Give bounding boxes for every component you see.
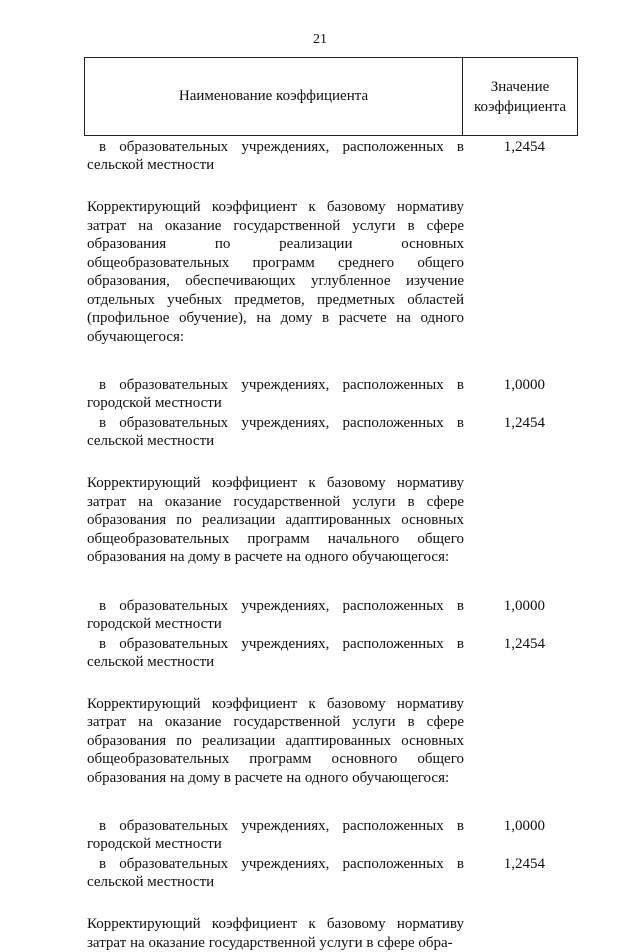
- row-value: 1,2454: [503, 856, 545, 872]
- table-row: [87, 635, 545, 671]
- table-row: [87, 597, 545, 633]
- row-name: в образовательных учреждениях, расположенных в городской местности: [87, 597, 464, 632]
- row-name: в образовательных учреждениях, расположенных в сельской местности: [87, 635, 464, 670]
- table-row: [87, 138, 545, 174]
- section-paragraph: Корректирующий коэффициент к базовому нормативу затрат на оказание государственной услуги в сфере образования по реализации основных общеобразовательных программ среднего общего образования, обеспечивающих углубленное изучение отдельных учебных предметов, предметных областей (профильное обучение), на дому в расчете на одного обучающегося:: [87, 199, 464, 345]
- section-paragraph: Корректирующий коэффициент к базовому нормативу затрат на оказание государственной услуги в сфере обра-: [87, 916, 464, 951]
- row-value: 1,0000: [503, 377, 545, 393]
- row-value: 1,0000: [503, 818, 545, 834]
- page-number: 21: [313, 32, 327, 47]
- table-row: [87, 855, 545, 891]
- row-value: 1,2454: [503, 635, 545, 652]
- section-paragraph: Корректирующий коэффициент к базовому нормативу затрат на оказание государственной услуги в сфере образования по реализации адаптированных основных общеобразовательных программ начального общего образования на дому в расчете на одного обучающегося:: [87, 475, 464, 565]
- row-value: 1,2454: [503, 139, 545, 155]
- table-body: [87, 138, 545, 952]
- row-value: 1,2454: [503, 415, 545, 431]
- header-name-column: Наименование коэффициента: [178, 88, 369, 104]
- row-value: 1,0000: [503, 597, 545, 614]
- table-row: [87, 817, 545, 853]
- row-name: в образовательных учреждениях, расположенных в сельской местности: [87, 856, 464, 890]
- header-value-line1: Значение: [490, 78, 550, 95]
- row-name: в образовательных учреждениях, расположенных в городской местности: [87, 818, 464, 852]
- table-row: [87, 414, 545, 450]
- table-row: [87, 376, 545, 412]
- header-value-line2: коэффициента: [473, 98, 567, 115]
- header-value-column: [463, 58, 577, 135]
- row-name: в образовательных учреждениях, расположенных в городской местности: [87, 377, 464, 411]
- row-name: в образовательных учреждениях, расположенных в сельской местности: [87, 139, 464, 173]
- row-name: в образовательных учреждениях, расположенных в сельской местности: [87, 415, 464, 449]
- section-paragraph: Корректирующий коэффициент к базовому нормативу затрат на оказание государственной услуги в сфере образования по реализации адаптированных основных общеобразовательных программ основного общего образования на дому в расчете на одного обучающегося:: [87, 695, 464, 786]
- table-header: [84, 57, 578, 136]
